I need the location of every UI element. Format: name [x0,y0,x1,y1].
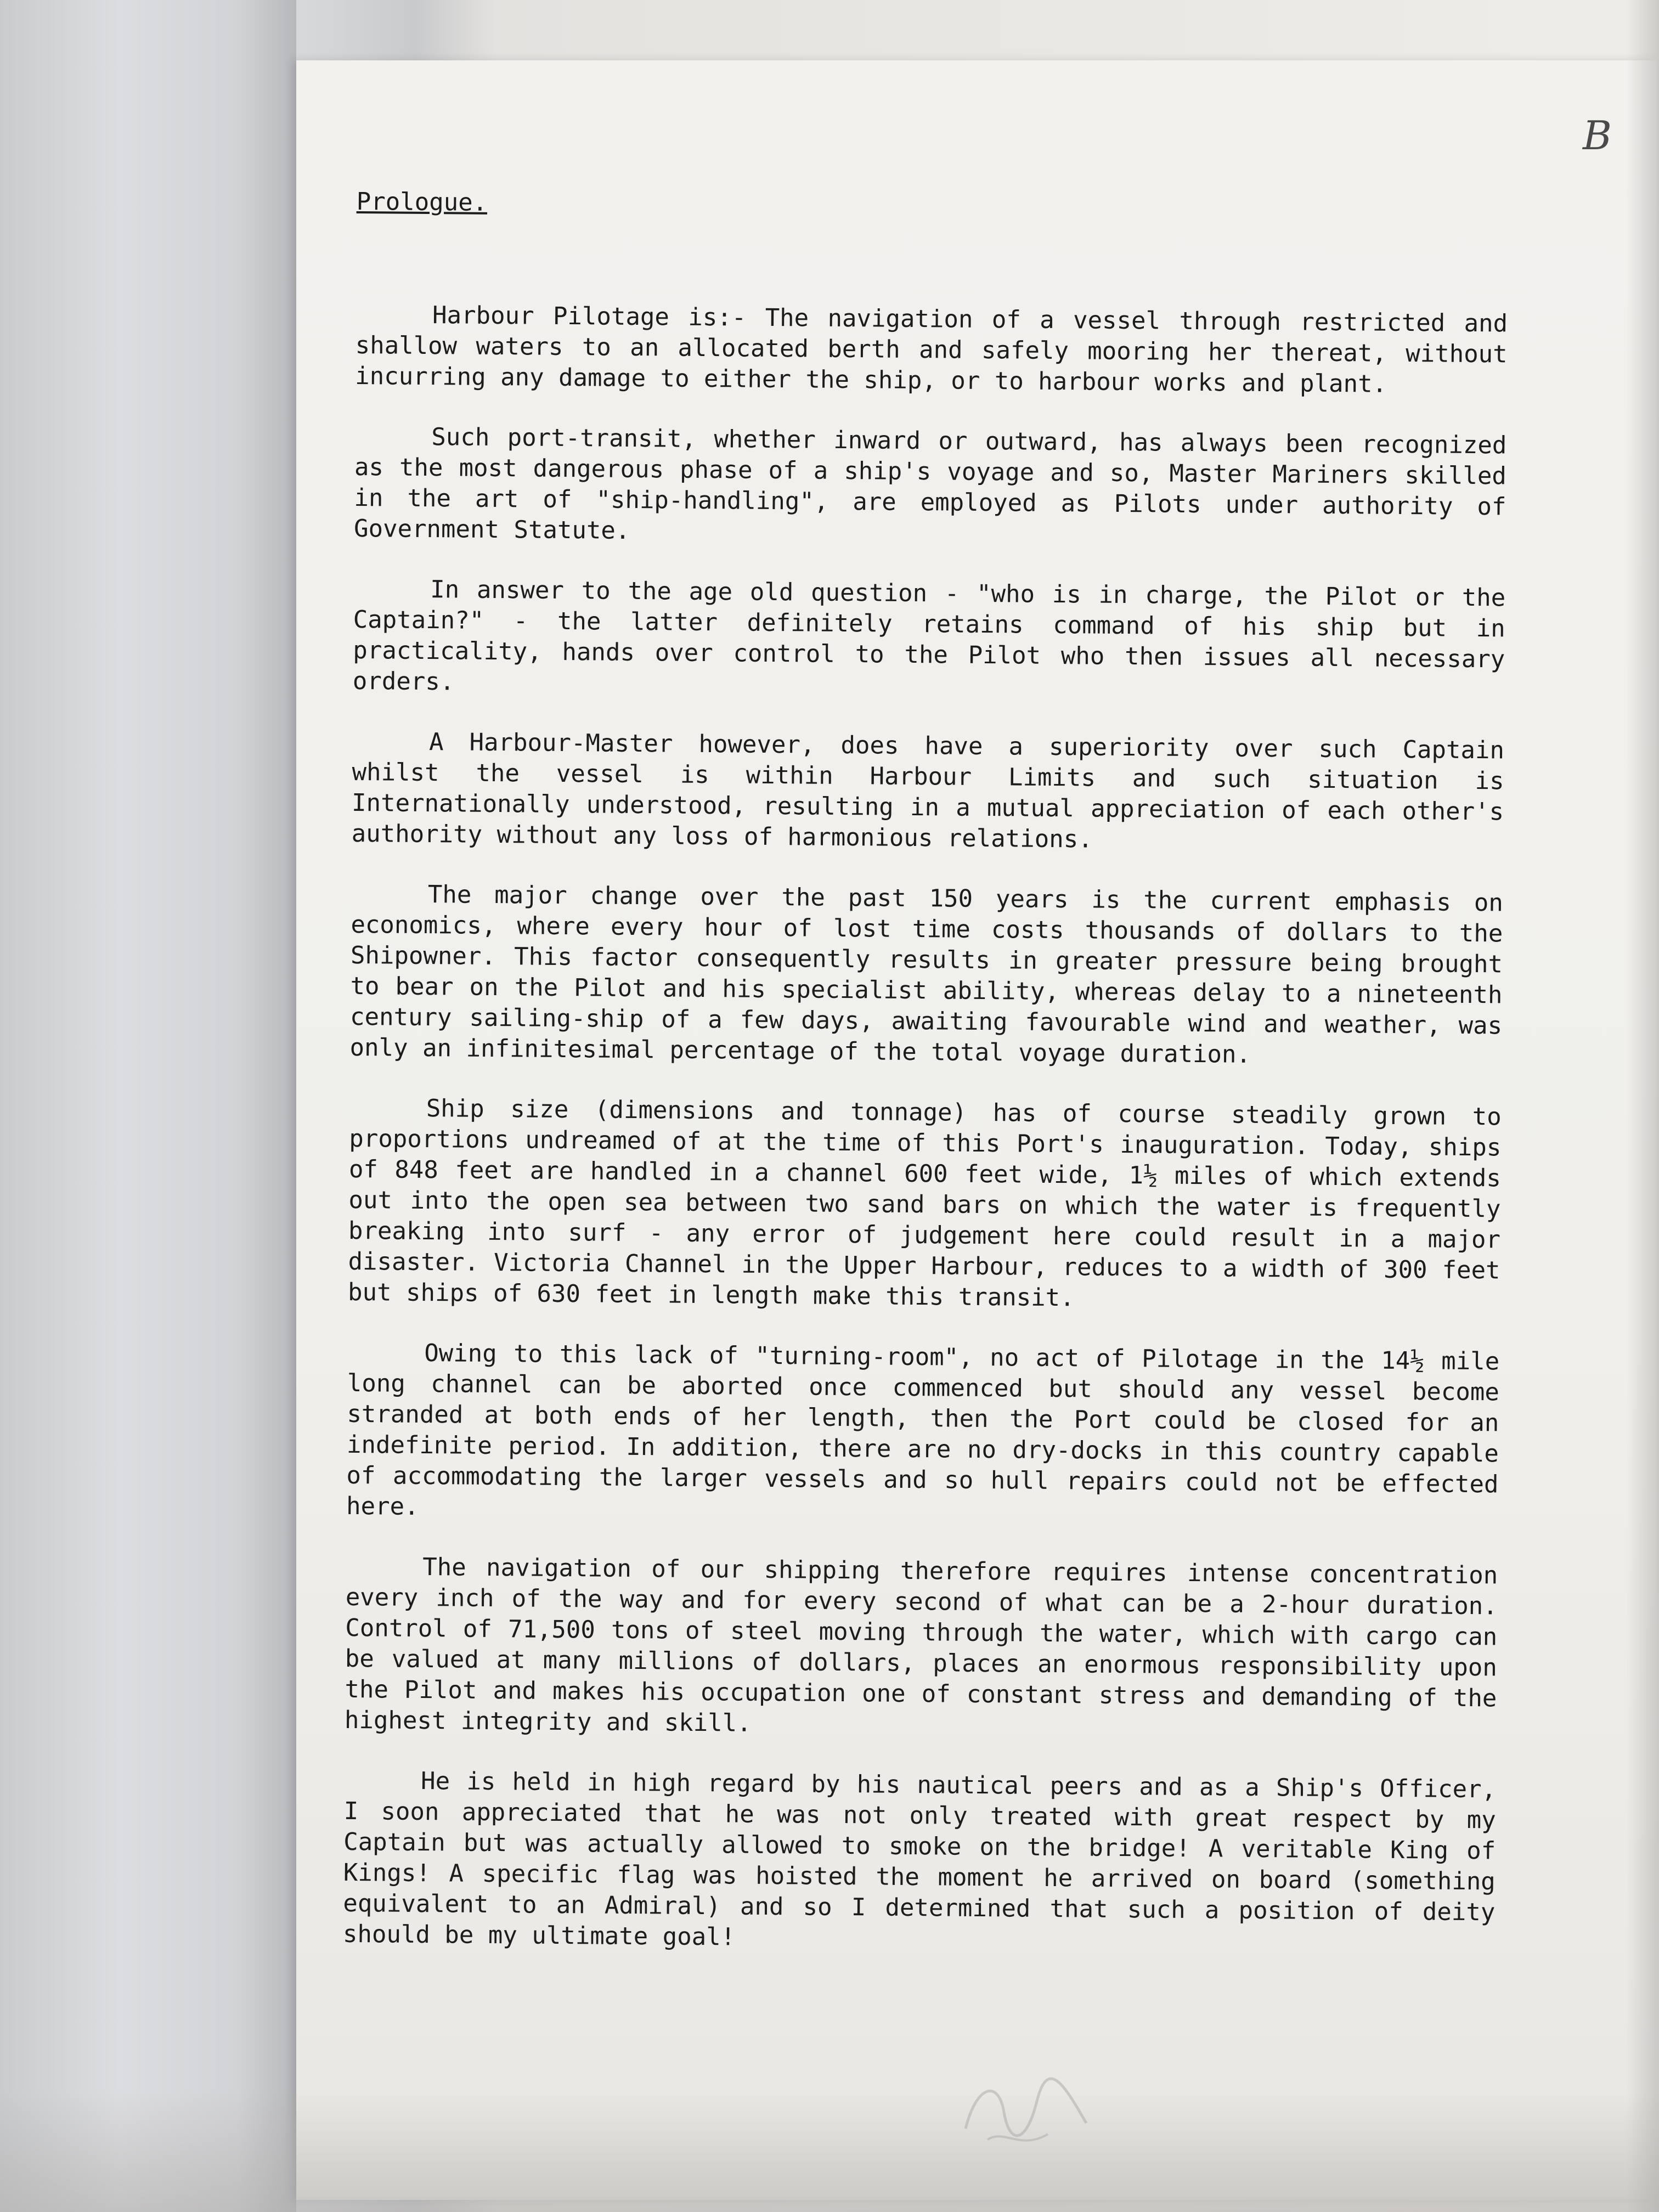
paragraph: Harbour Pilotage is:- The navigation of a vessel through restricted and shallow waters to an allocated berth and safely mooring her thereat, without incurring any damage to either the ship, or to harbour works and plant. [355,301,1508,398]
paragraph: In answer to the age old question - "who is in charge, the Pilot or the Captain?" - the latter definitely retains command of his ship but in practicality, hands over control to the Pilot who then issues all necessary orders. [352,575,1506,696]
facing-page [0,0,296,2212]
document-title: Prologue. [356,187,488,217]
page-edge-shadow [1626,0,1659,2212]
paragraph: The major change over the past 150 years is the current emphasis on economics, where every hour of lost time costs thousands of dollars to the Shipowner. This factor consequently results in greater pressure being brought to bear on the Pilot and his specialist ability, whereas delay to a nineteenth century sailing-ship of a few days, awaiting favourable wind and weather, was only an infinitesimal percentage of the total voyage duration. [349,881,1504,1069]
paragraph: Ship size (dimensions and tonnage) has of course steadily grown to proportions undreamed of at the time of this Port's inauguration. Today, ships of 848 feet are handled in a channel 600 feet wide, 1½ miles of which extends out into the open sea between two sand bars on which the water is frequently breaking into surf - any error of judgement here could result in a major disaster. Victoria Channel in the Upper Harbour, reduces to a width of 300 feet but ships of 630 feet in length make this transit. [347,1094,1502,1312]
bottom-shadow [0,2091,1659,2212]
page-label: B [1583,112,1612,159]
document-body [342,187,1509,1988]
paragraph: Such port-transit, whether inward or outward, has always been recognized as the most dangerous phase of a ship's voyage and so, Master Mariners skilled in the art of "ship-handling", are employed as Pilots under authority of Government Statute. [353,423,1507,545]
paragraph: He is held in high regard by his nautical peers and as a Ship's Officer, I soon appreciated that he was not only treated with great respect by my Captain but was actually allowed to smoke on the bridge! A veritable King of Kings! A specific flag was hoisted the moment he arrived on board (something equivalent to an Admiral) and so I determined that such a position of deity should be my ultimate goal! [342,1767,1497,1951]
paragraph: Owing to this lack of "turning-room", no act of Pilotage in the 14½ mile long channel can be aborted once commenced but should any vessel become stranded at both ends of her length, then the Port could be closed for an indefinite period. In addition, there are no dry-docks in this country capable of accommodating the larger vessels and so hull repairs could not be effected here. [346,1339,1500,1521]
paragraph: The navigation of our shipping therefore requires intense concentration every inch of the way and for every second of what can be a 2-hour duration. Control of 71,500 tons of steel moving through the water, which with cargo can be valued at many millions of dollars, places an enormous responsibility upon the Pilot and makes his occupation one of constant stress and demanding of the highest integrity and skill. [344,1553,1498,1737]
paragraph: A Harbour-Master however, does have a superiority over such Captain whilst the vessel is within Harbour Limits and such situation is Internationally understood, resulting in a mutual appreciation of each other's authority without any loss of harmonious relations. [351,728,1505,854]
document-page [296,60,1657,2200]
